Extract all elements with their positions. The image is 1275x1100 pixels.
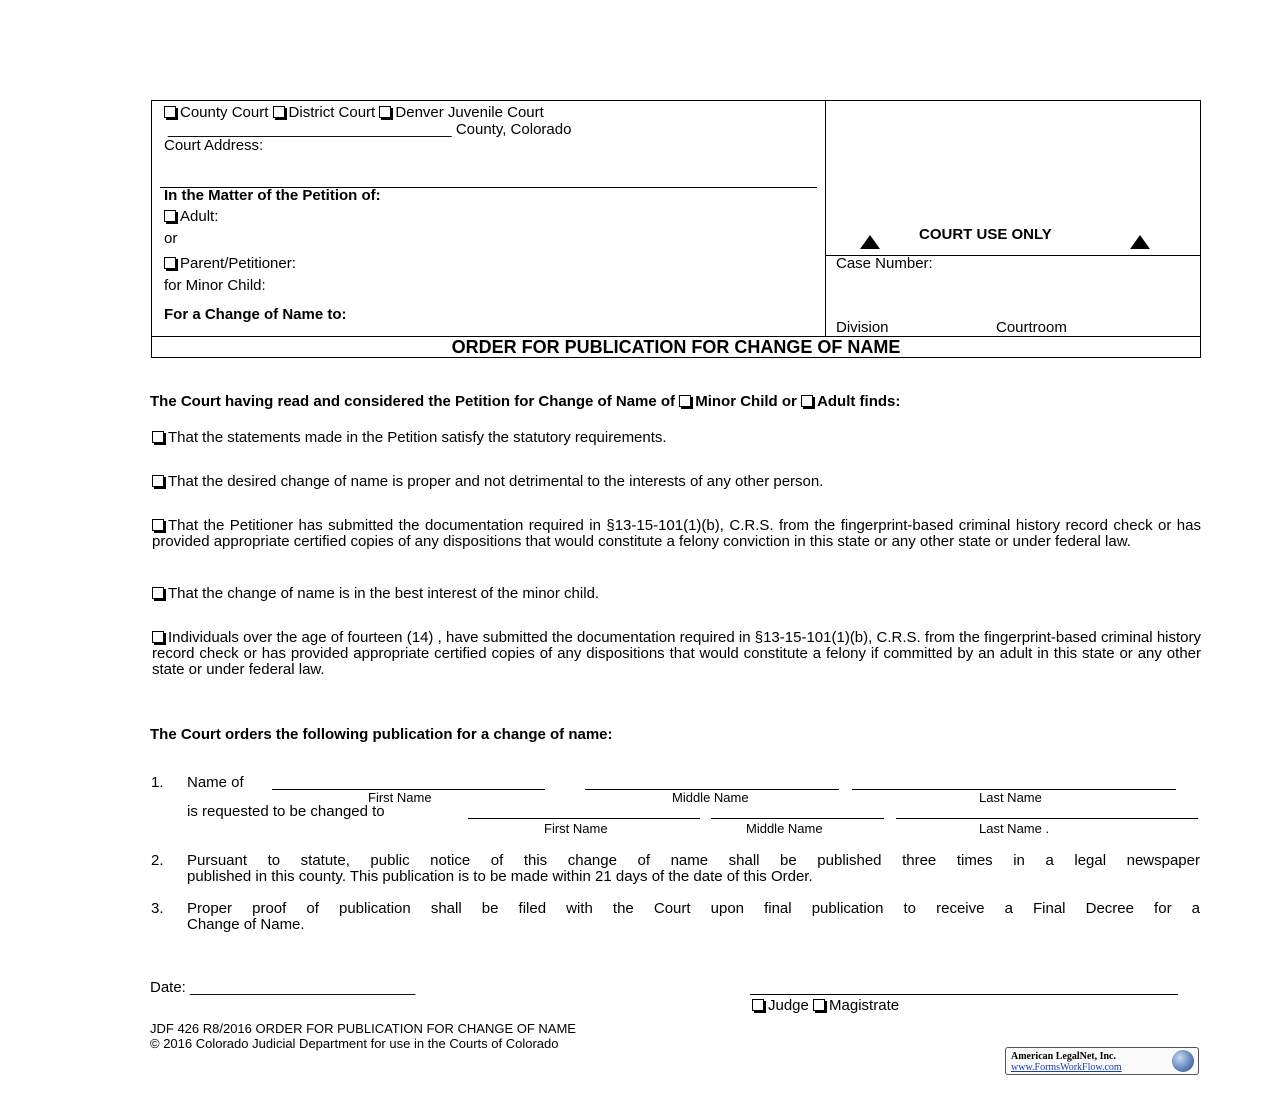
- orders-heading: The Court orders the following publication for a change of name:: [150, 726, 613, 743]
- form-title: ORDER FOR PUBLICATION FOR CHANGE OF NAME: [451, 337, 901, 357]
- court-address-label: Court Address:: [164, 137, 264, 154]
- new-last-name-field[interactable]: [896, 818, 1198, 819]
- order-text: Proper proof of publication shall be filed with the Court upon final publication to receive a Final Decree for a: [187, 900, 1200, 917]
- finding-checkbox[interactable]: [152, 631, 164, 643]
- first-name-caption: First Name: [368, 790, 432, 805]
- finding-item: That the desired change of name is proper and not detrimental to the interests of any other person.: [152, 474, 1201, 490]
- middle-name-caption: Middle Name: [746, 821, 823, 836]
- division-label: Division: [836, 319, 889, 336]
- up-arrow-icon: [1130, 235, 1150, 249]
- form-number: JDF 426 R8/2016 ORDER FOR PUBLICATION FOR CHANGE OF NAME: [150, 1021, 576, 1036]
- courtroom-label: Courtroom: [996, 319, 1067, 336]
- last-name-caption: Last Name: [979, 790, 1042, 805]
- judge-checkbox[interactable]: Judge: [752, 997, 809, 1014]
- logo-url[interactable]: www.FormsWorkFlow.com: [1011, 1062, 1122, 1073]
- american-legalnet-logo: [1005, 1047, 1199, 1075]
- copyright: © 2016 Colorado Judicial Department for use in the Courts of Colorado: [150, 1036, 559, 1051]
- matter-label: In the Matter of the Petition of:: [164, 187, 381, 204]
- changed-to-label: is requested to be changed to: [187, 803, 385, 820]
- parent-petitioner-checkbox[interactable]: Parent/Petitioner:: [164, 255, 296, 272]
- findings-intro: The Court having read and considered the Petition for Change of Name of Minor Child or Adult finds:: [150, 393, 901, 410]
- order-number: 1.: [151, 774, 164, 791]
- minor-child-checkbox[interactable]: Minor Child or: [679, 393, 797, 410]
- finding-checkbox[interactable]: [152, 475, 164, 487]
- county-blank[interactable]: __________________________________: [168, 121, 452, 138]
- signer-type: [752, 997, 899, 1014]
- minor-child-label: for Minor Child:: [164, 277, 266, 294]
- date-line: Date: ___________________________: [150, 979, 416, 996]
- order-number: 3.: [151, 900, 164, 917]
- finding-checkbox[interactable]: [152, 519, 164, 531]
- finding-checkbox[interactable]: [152, 431, 164, 443]
- last-name-caption: Last Name .: [979, 821, 1050, 836]
- order-text: published in this county. This publication is to be made within 21 days of the date of this Order.: [187, 868, 813, 885]
- signature-line[interactable]: [750, 994, 1178, 995]
- magistrate-checkbox[interactable]: Magistrate: [813, 997, 899, 1014]
- or-label: or: [164, 230, 178, 247]
- court-type-options: [164, 104, 544, 121]
- finding-item: That the Petitioner has submitted the documentation required in §13-15-101(1)(b), C.R.S. from the fingerprint-based criminal history record check or has provided appropriate certified copies of any dispositions that would constitute a felony conviction in this state or any other state or under federal law.: [152, 517, 1201, 550]
- district-court-checkbox[interactable]: District Court: [273, 104, 376, 121]
- finding-item: That the statements made in the Petition satisfy the statutory requirements.: [152, 430, 1201, 446]
- middle-name-caption: Middle Name: [672, 790, 749, 805]
- county-line: __________________________________ County, Colorado: [168, 121, 572, 138]
- finding-item: That the change of name is in the best interest of the minor child.: [152, 586, 1201, 602]
- name-of-label: Name of: [187, 774, 244, 791]
- order-text: Change of Name.: [187, 916, 305, 933]
- new-middle-name-field[interactable]: [711, 818, 884, 819]
- adult-checkbox[interactable]: Adult:: [164, 208, 218, 225]
- up-arrow-icon: [860, 235, 880, 249]
- first-name-caption: First Name: [544, 821, 608, 836]
- case-number-label: Case Number:: [836, 255, 933, 272]
- adult-finds-checkbox[interactable]: Adult finds:: [801, 393, 900, 410]
- county-court-checkbox[interactable]: County Court: [164, 104, 268, 121]
- new-first-name-field[interactable]: [468, 818, 700, 819]
- logo-name: American LegalNet, Inc.: [1011, 1051, 1116, 1062]
- date-field[interactable]: ___________________________: [190, 979, 416, 996]
- order-text: Pursuant to statute, public notice of this change of name shall be published three times in a legal newspaper: [187, 852, 1200, 869]
- change-to-label: For a Change of Name to:: [164, 306, 347, 323]
- order-number: 2.: [151, 852, 164, 869]
- denver-juvenile-court-checkbox[interactable]: Denver Juvenile Court: [379, 104, 543, 121]
- court-use-only: COURT USE ONLY: [919, 226, 1052, 243]
- finding-checkbox[interactable]: [152, 587, 164, 599]
- globe-icon: [1172, 1050, 1194, 1072]
- finding-item: Individuals over the age of fourteen (14) , have submitted the documentation required in §13-15-101(1)(b), C.R.S. from the fingerprint-based criminal history record check or has provided appropriate certified copies of any dispositions that would constitute a felony if committed by an adult in this state or any other state or under federal law.: [152, 629, 1201, 678]
